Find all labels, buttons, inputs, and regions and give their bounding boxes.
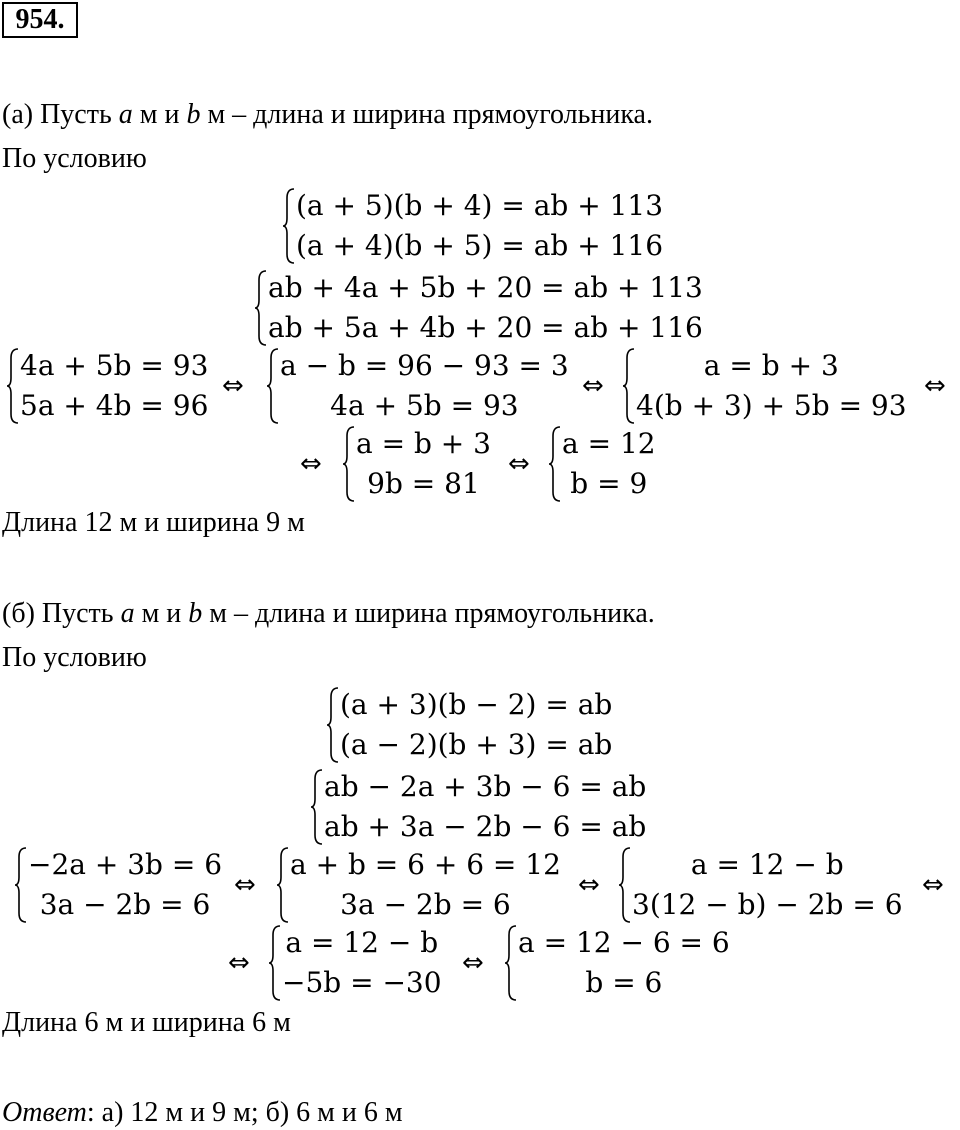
part-b-system-6: a = 12 − b −5b = −30	[268, 923, 442, 1003]
brace-icon	[282, 186, 296, 266]
part-b-system-1: (a + 3)(b − 2) = ab (a − 2)(b + 3) = ab	[326, 685, 612, 765]
equivalence-symbol: ⇔	[222, 371, 244, 401]
part-b-intro: (б) Пусть a м и b м – длина и ширина прямоугольника.	[2, 598, 655, 629]
answer	[2, 1096, 403, 1130]
brace-icon	[504, 923, 518, 1003]
brace-icon	[266, 346, 280, 426]
brace-icon	[326, 685, 340, 765]
var-b: b	[186, 99, 201, 130]
answer-label: Ответ	[2, 1097, 87, 1128]
equivalence-symbol: ⇔	[582, 371, 604, 401]
part-a-system-2: ab + 4a + 5b + 20 = ab + 113 ab + 5a + 4b + 20 = ab + 116	[254, 268, 703, 348]
brace-icon	[310, 767, 324, 847]
part-b-system-4: a + b = 6 + 6 = 12 3a − 2b = 6	[276, 845, 561, 925]
equivalence-symbol: ⇔	[508, 449, 530, 479]
equivalence-symbol: ⇔	[228, 948, 250, 978]
part-b-system-3: −2a + 3b = 6 3a − 2b = 6	[14, 845, 222, 925]
part-b-result: Длина 6 м и ширина 6 м	[2, 1007, 291, 1038]
equivalence-symbol: ⇔	[578, 870, 600, 900]
brace-icon	[342, 424, 356, 504]
part-b-condition: По условию	[2, 642, 147, 673]
brace-icon	[548, 424, 562, 504]
part-a-system-1: (a + 5)(b + 4) = ab + 113 (a + 4)(b + 5) = ab + 116	[282, 186, 663, 266]
part-a-intro: (а) Пусть a м и b м – длина и ширина прямоугольника.	[2, 99, 653, 130]
brace-icon	[268, 923, 282, 1003]
part-a-condition: По условию	[2, 143, 147, 174]
brace-icon	[14, 845, 28, 925]
part-b-system-7: a = 12 − 6 = 6 b = 6	[504, 923, 730, 1003]
part-a-system-4: a − b = 96 − 93 = 3 4a + 5b = 93	[266, 346, 569, 426]
brace-icon	[618, 845, 632, 925]
equivalence-symbol: ⇔	[300, 449, 322, 479]
brace-icon	[254, 268, 268, 348]
part-b-system-5: a = 12 − b 3(12 − b) − 2b = 6	[618, 845, 903, 925]
brace-icon	[622, 346, 636, 426]
var-b: b	[188, 598, 203, 629]
equivalence-symbol: ⇔	[924, 371, 946, 401]
brace-icon	[6, 346, 20, 426]
equivalence-symbol: ⇔	[462, 948, 484, 978]
part-a-system-6: a = b + 3 9b = 81	[342, 424, 491, 504]
answer-text: : а) 12 м и 9 м; б) 6 м и 6 м	[86, 1097, 403, 1128]
part-a-system-7: a = 12 b = 9	[548, 424, 656, 504]
part-a-system-3: 4a + 5b = 93 5a + 4b = 96	[6, 346, 208, 426]
part-a-result: Длина 12 м и ширина 9 м	[2, 507, 305, 538]
var-a: a	[120, 598, 135, 629]
equivalence-symbol: ⇔	[922, 870, 944, 900]
part-a-system-5: a = b + 3 4(b + 3) + 5b = 93	[622, 346, 907, 426]
brace-icon	[276, 845, 290, 925]
var-a: a	[118, 99, 133, 130]
equivalence-symbol: ⇔	[234, 870, 256, 900]
part-b-system-2: ab − 2a + 3b − 6 = ab ab + 3a − 2b − 6 = ab	[310, 767, 646, 847]
problem-number: 954.	[2, 2, 78, 38]
